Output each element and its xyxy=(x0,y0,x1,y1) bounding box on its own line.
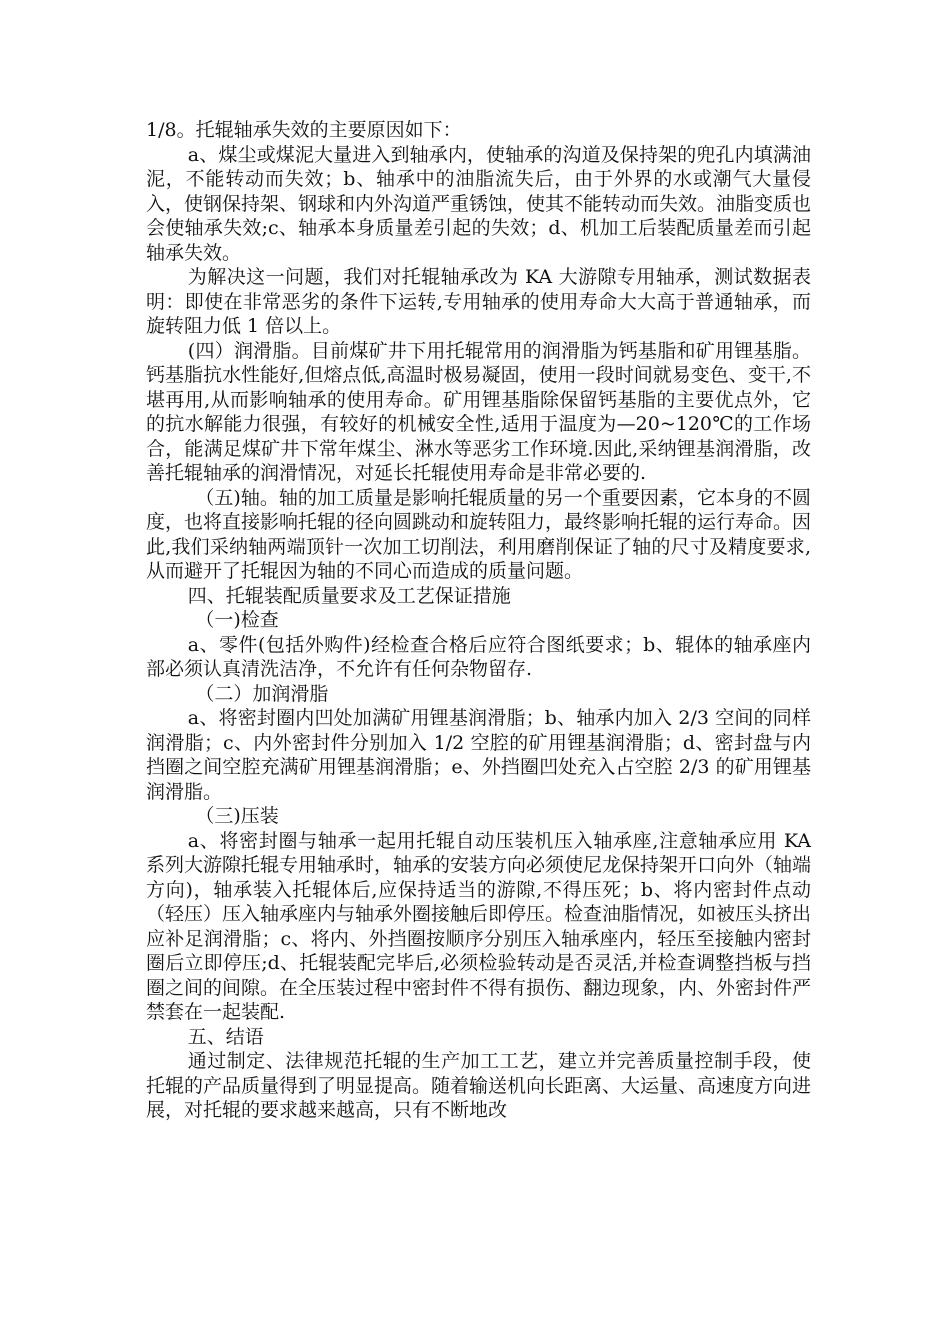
document-body xyxy=(146,118,811,1123)
paragraph-pressing: a、将密封圈与轴承一起用托辊自动压装机压入轴承座,注意轴承应用 KA 系列大游隙托辊专用轴承时，轴承的安装方向必须使尼龙保持架开口向外（轴端方向)，轴承装入托辊体后,应保持适当的游隙,不得压死；b、将内密封件点动（轻压）压入轴承座内与轴承外圈接触后即停压。检查油脂情况，如被压头挤出应补足润滑脂；c、将内、外挡圈按顺序分别压入轴承座内，轻压至接触内密封圈后立即停压;d、托辊装配完毕后,必须检验转动是否灵活,并检查调整挡板与挡圈之间的间隙。在全压装过程中密封件不得有损伤、翻边现象，内、外密封件严禁套在一起装配. xyxy=(146,829,812,1023)
paragraph-lubrication: a、将密封圈内凹处加满矿用锂基润滑脂；b、轴承内加入 2/3 空间的同样润滑脂；c、内外密封件分别加入 1/2 空腔的矿用锂基润滑脂；d、密封盘与内挡圈之间空腔充满矿用锂基润滑脂；e、外挡圈凹处充入占空腔 2/3 的矿用锂基润滑脂。 xyxy=(146,707,811,803)
paragraph-failure-causes: a、煤尘或煤泥大量进入到轴承内，使轴承的沟道及保持架的兜孔内填满油泥，不能转动而失效；b、轴承中的油脂流失后，由于外界的水或潮气大量侵入，使钢保持架、钢球和内外沟道严重锈蚀，使其不能转动而失效。油脂变质也会使轴承失效;c、轴承本身质量差引起的失效；d、机加工后装配质量差而引起轴承失效。 xyxy=(146,143,812,264)
subheading-inspection: （一)检查 xyxy=(195,609,279,631)
paragraph-lubricant: (四）润滑脂。目前煤矿井下用托辊常用的润滑脂为钙基脂和矿用锂基脂。钙基脂抗水性能好,但熔点低,高温时极易凝固，使用一段时间就易变色、变干,不堪再用,从而影响轴承的使用寿命。矿用锂基脂除保留钙基脂的主要优点外，它的抗水解能力很强，有较好的机械安全性,适用于温度为—20~120℃的工作场合，能满足煤矿井下常年煤尘、淋水等恶劣工作环境.因此,采纳锂基润滑脂，改善托辊轴承的润滑情况，对延长托辊使用寿命是非常必要的. xyxy=(146,339,811,484)
paragraph-shaft: （五)轴。轴的加工质量是影响托辊质量的另一个重要因素，它本身的不圆度，也将直接影响托辊的径向圆跳动和旋转阻力，最终影响托辊的运行寿命。因此,我们采纳轴两端顶针一次加工切削法，利用磨削保证了轴的尺寸及精度要求,从而避开了托辊因为轴的不同心而造成的质量问题。 xyxy=(146,486,812,582)
paragraph-inspection: a、零件(包括外购件)经检查合格后应符合图纸要求；b、辊体的轴承座内部必须认真清洗洁净，不允许有任何杂物留存. xyxy=(146,633,811,680)
section-heading-conclusion: 五、结语 xyxy=(187,1025,264,1048)
paragraph-conclusion: 通过制定、法律规范托辊的生产加工工艺，建立并完善质量控制手段，使托辊的产品质量得到了明显提高。随着输送机向长距离、大运量、高速度方向进展，对托辊的要求越来越高，只有不断地改 xyxy=(146,1050,812,1121)
section-heading-assembly: 四、托辊装配质量要求及工艺保证措施 xyxy=(187,584,511,607)
paragraph-solution: 为解决这一问题，我们对托辊轴承改为 KA 大游隙专用轴承，测试数据表明：即使在非常恶劣的条件下运转,专用轴承的使用寿命大大高于普通轴承，而旋转阻力低 1 倍以上。 xyxy=(146,266,811,337)
subheading-lubrication: （二）加润滑脂 xyxy=(195,682,329,705)
paragraph-1: 1/8。托辊轴承失效的主要原因如下： xyxy=(146,119,462,141)
subheading-pressing: （三)压装 xyxy=(195,805,279,827)
